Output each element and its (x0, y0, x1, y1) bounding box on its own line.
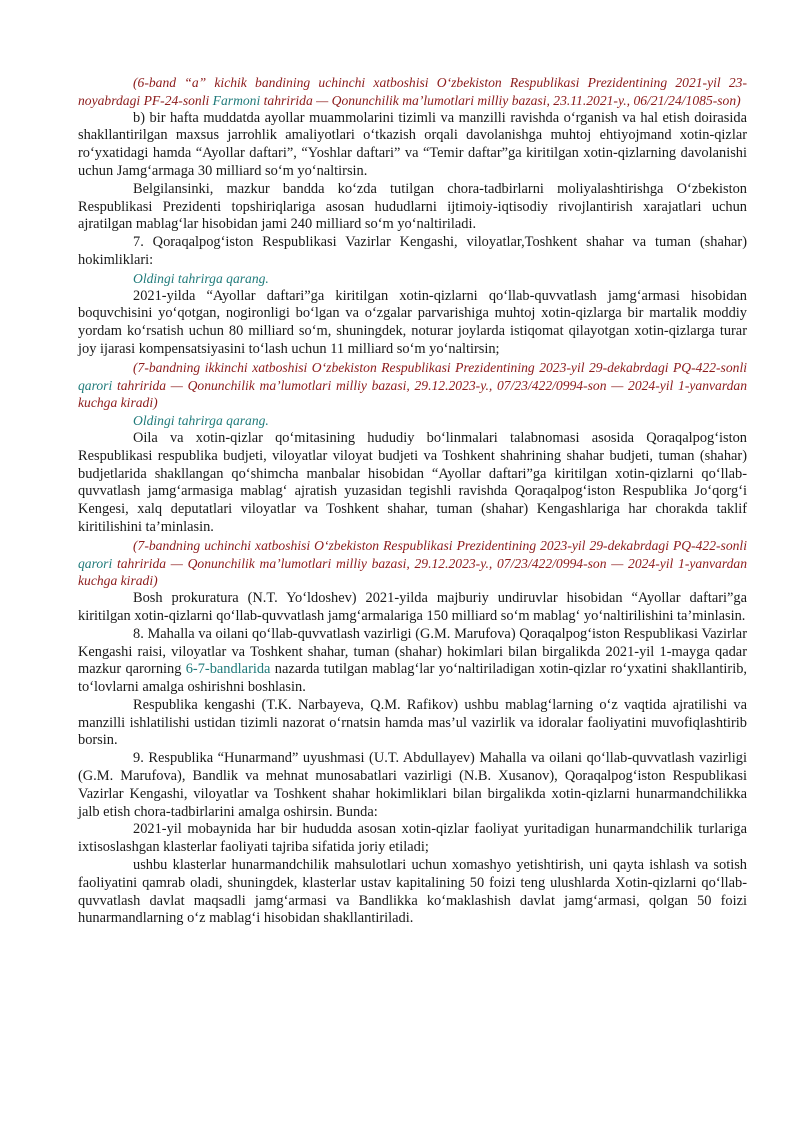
paragraph-text: Oldingi tahrirga qarang. (133, 270, 269, 286)
amendment-note (78, 359, 747, 412)
paragraph-text: ushbu klasterlar hunarmandchilik mahsulotlari uchun xomashyo yetishtirish, uni qayta ishlash va sotish faoliyatini qamrab oladi, shuningdek, klasterlar ustav kapitalining 50 foizi teng ulushlarda Xotin-qizlarni qo‘llab-quvvatlash davlat maqsadli jamg‘armasi va Bandlikka ko‘maklashish davlat jamg‘armasi, qolgan 50 foizi hunarmandlarning o‘z mablag‘i hisobidan shakllantiriladi. (78, 857, 747, 927)
previous-edition-link[interactable] (78, 412, 747, 430)
body-paragraph (78, 697, 747, 750)
paragraph-text: (6-band “a” kichik bandining uchinchi xatboshisi O‘zbekiston Respublikasi Prezidentining 2021-yil 23-noyabrdagi PF-24-sonli (78, 75, 747, 108)
body-paragraph (78, 288, 747, 359)
paragraph-text: 8. Mahalla va oilani qo‘llab-quvvatlash vazirligi (G.M. Marufova) Qoraqalpog‘iston Respublikasi Vazirlar Kengashi raisi, viloyatlar va Toshkent shahar, tuman (shahar) hokimlari bilan birgalikda 2021-yil 1-mayga qadar mazkur qarorning (78, 625, 747, 678)
paragraph-text: 7. Qoraqalpog‘iston Respublikasi Vazirlar Kengashi, viloyatlar,Toshkent shahar va tuman (shahar) hokimliklari: (78, 234, 747, 268)
paragraph-text: (7-bandning uchinchi xatboshisi O‘zbekiston Respublikasi Prezidentining 2023-yil 29-dekabrdagi PQ-422-sonli (133, 537, 747, 553)
paragraph-text: (7-bandning ikkinchi xatboshisi O‘zbekiston Respublikasi Prezidentining 2023-yil 29-dekabrdagi PQ-422-sonli (133, 359, 747, 375)
body-paragraph (78, 430, 747, 537)
amendment-note (78, 74, 747, 110)
paragraph-text: 2021-yilda “Ayollar daftari”ga kiritilgan xotin-qizlarni qo‘llab-quvvatlash jamg‘armasi hisobidan boquvchisini yo‘qotgan, nogironligi bo‘lgan va o‘zgalar parvarishiga muhtoj xotin-qizlarga bir martalik moddiy yordam ko‘rsatish uchun 80 milliard so‘m, shuningdek, noturar joylarda istiqomat qilayotgan xotin-qizlarga turar joy ijarasi kompensatsiyasini to‘lash uchun 11 milliard so‘m yo‘naltirsin; (78, 287, 747, 357)
paragraph-text: 2021-yil mobaynida har bir hududda asosan xotin-qizlar faoliyat yuritadigan hunarmandchilik turlariga ixtisoslashgan klasterlar faoliyati tajriba sifatida joriy etiladi; (78, 821, 747, 856)
document-link[interactable]: qarori (78, 555, 113, 571)
paragraph-text: Belgilansinki, mazkur bandda ko‘zda tutilgan chora-tadbirlarni moliyalashtirishga O‘zbekiston Respublikasi Prezidenti topshiriqlariga asosan hududlarni ijtimoiy-iqtisodiy rivojlantirish xarajatlari uchun ajratilgan mablag‘lar hisobidan jami 240 milliard so‘m yo‘naltiriladi. (78, 180, 747, 233)
document-link[interactable]: qarori (78, 377, 113, 393)
body-paragraph (78, 110, 747, 181)
paragraph-text: Oldingi tahrirga qarang. (133, 413, 269, 429)
document-link[interactable]: 6-7-bandlarida (185, 661, 271, 678)
paragraph-text: tahririda — Qonunchilik ma’lumotlari milliy bazasi, 29.12.2023-y., 07/23/422/0994-son — 2024-yil 1-yanvardan kuchga kiradi) (78, 555, 747, 589)
body-paragraph (78, 821, 747, 857)
paragraph-text: tahririda — Qonunchilik ma’lumotlari milliy bazasi, 23.11.2021-y., 06/21/24/1085-son) (260, 92, 741, 108)
document-link[interactable]: Farmoni (212, 92, 261, 108)
body-paragraph (78, 181, 747, 234)
paragraph-text: Oila va xotin-qizlar qo‘mitasining hududiy bo‘linmalari talabnomasi asosida Qoraqalpog‘iston Respublikasi respublika budjeti, viloyatlar viloyat budjeti va Toshkent shahrining shahar budjeti, tuman (shahar) budjetlarida shakllangan qo‘shimcha manbalar hisobidan “Ayollar daftari”ga kiritilgan xotin-qizlarni qo‘llab-quvvatlash jamg‘armasiga mablag‘ ajratish yuzasidan tegishli ravishda Qoraqalpog‘iston Respublika Jo‘qorg‘i Kengesi, xalq deputatlari viloyatlar va Toshkent shahar, tuman (shahar) Kengashlariga har chorakda taklif kiritilishini ta’minlasin. (78, 429, 747, 535)
body-paragraph (78, 857, 747, 928)
paragraph-text: tahririda — Qonunchilik ma’lumotlari milliy bazasi, 29.12.2023-y., 07/23/422/0994-son — 2024-yil 1-yanvardan kuchga kiradi) (78, 377, 747, 411)
paragraph-text: Bosh prokuratura (N.T. Yo‘ldoshev) 2021-yilda majburiy undiruvlar hisobidan “Ayollar daftari”ga kiritilgan xotin-qizlarni qo‘llab-quvvatlash jamg‘armalariga 150 milliard so‘m mablag‘ yo‘naltirilishini ta’minlasin. (78, 590, 747, 624)
body-paragraph (78, 626, 747, 697)
body-paragraph (78, 234, 747, 270)
previous-edition-link[interactable] (78, 270, 747, 288)
paragraph-text: Respublika kengashi (T.K. Narbayeva, Q.M. Rafikov) ushbu mablag‘larning o‘z vaqtida ajratilishi va manzilli ishlatilishi ustidan tizimli nazorat o‘rnatsin hamda mas’ul vazirlik va idoralar faoliyatini muvofiqlashtirib borsin. (78, 696, 747, 749)
document-body (78, 74, 747, 928)
body-paragraph (78, 750, 747, 821)
paragraph-text: 9. Respublika “Hunarmand” uyushmasi (U.T. Abdullayev) Mahalla va oilani qo‘llab-quvvatlash vazirligi (G.M. Marufova), Bandlik va mehnat munosabatlari vazirligi (N.B. Xusanov), Qoraqalpog‘iston Respublikasi Vazirlar Kengashi, viloyatlar va Toshkent shahar hokimliklari bilan birgalikda xotin-qizlarni hunarmandchilikka jalb etish chora-tadbirlarini amalga oshirsin. Bunda: (78, 750, 747, 820)
paragraph-text: nazarda tutilgan mablag‘lar yo‘naltiriladigan xotin-qizlar ro‘yxatini shakllantirib, to‘lovlarni amalga oshirishni boshlasin. (78, 661, 747, 696)
body-paragraph (78, 590, 747, 626)
paragraph-text: b) bir hafta muddatda ayollar muammolarini tizimli va manzilli ravishda o‘rganish va hal etish doirasida shakllantirilgan maxsus jarrohlik amaliyotlari o‘tkazish orqali davolanishga muhtoj ehtiyojmand xotin-qizlar ro‘yxatidagi hamda “Ayollar daftari”, “Yoshlar daftari” va “Temir daftar”ga kiritilgan xotin-qizlarning davolanishi uchun Jamg‘armaga 30 milliard so‘m yo‘naltirsin. (78, 109, 747, 179)
amendment-note (78, 537, 747, 590)
